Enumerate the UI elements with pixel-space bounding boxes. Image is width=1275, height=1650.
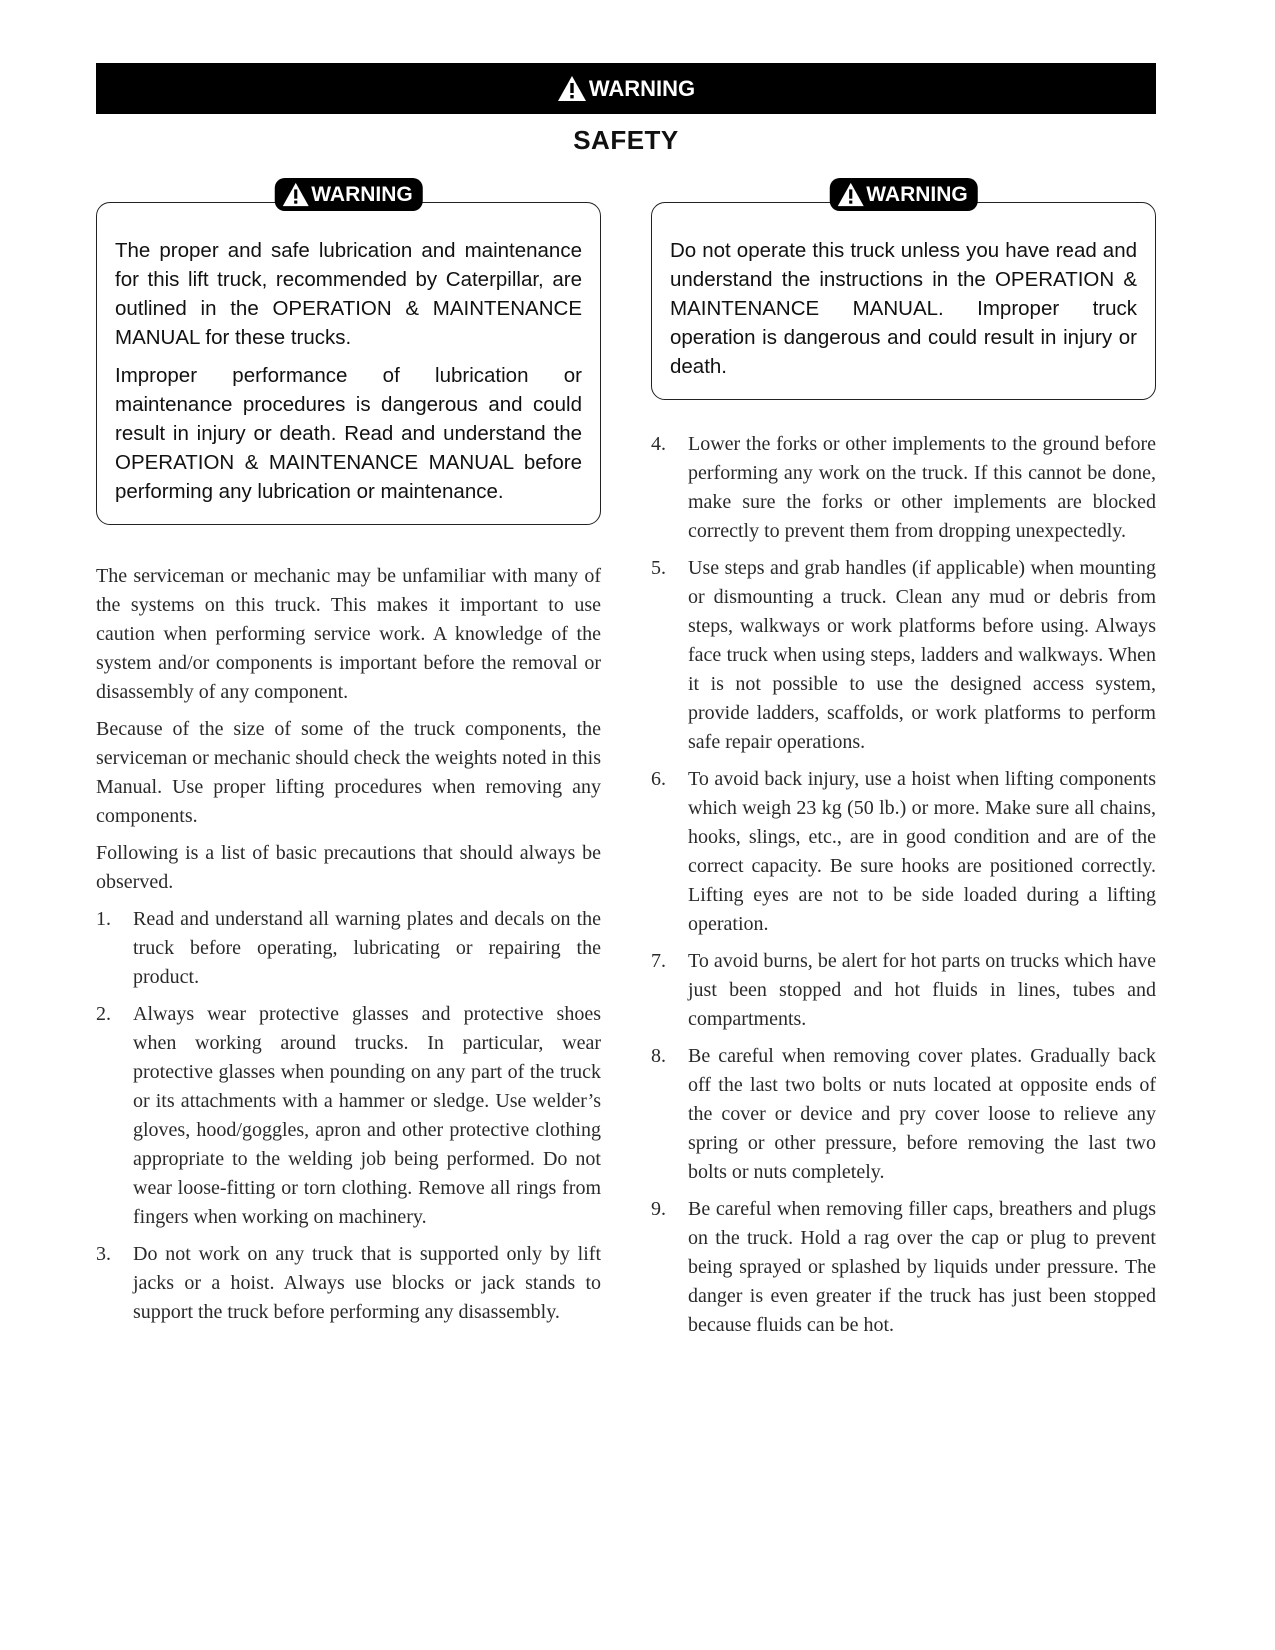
intro-paragraph: Because of the size of some of the truck components, the serviceman or mechanic should check the weights noted in this Manual. Use proper lifting procedures when removing any components. — [96, 718, 601, 827]
precaution-item — [96, 905, 601, 992]
precaution-item — [651, 554, 1156, 757]
precaution-number: 8. — [651, 1045, 666, 1067]
precaution-number: 1. — [96, 908, 111, 930]
intro-paragraph: Following is a list of basic precautions that should always be observed. — [96, 842, 601, 893]
precaution-item — [651, 947, 1156, 1034]
precaution-list-left — [96, 905, 601, 1327]
precaution-text: To avoid burns, be alert for hot parts on trucks which have just been stopped and hot fluids in lines, tubes and compartments. — [688, 950, 1156, 1030]
precaution-item — [96, 1000, 601, 1232]
right-warning-badge — [829, 178, 978, 211]
precaution-number: 9. — [651, 1198, 666, 1220]
precaution-list-right — [651, 430, 1156, 1340]
precaution-text: Lower the forks or other implements to the ground before performing any work on the truck. If this cannot be done, make sure the forks or other implements are blocked correctly to prevent them from dropping unexpectedly. — [688, 433, 1156, 542]
intro-paragraph: The serviceman or mechanic may be unfamiliar with many of the systems on this truck. This makes it important to use caution when performing service work. A knowledge of the system and/or components is important before the removal or disassembly of any component. — [96, 565, 601, 703]
precaution-text: Do not work on any truck that is supported only by lift jacks or a hoist. Always use blocks or jack stands to support the truck before performing any disassembly. — [133, 1243, 601, 1323]
left-column — [96, 180, 601, 1335]
precaution-text: Always wear protective glasses and protective shoes when working around trucks. In particular, wear protective glasses when pounding on any part of the truck or its attachments with a hammer or sledge. Use welder’s gloves, hood/goggles, apron and other protective clothing appropriate to the welding job being performed. Do not wear loose-fitting or torn clothing. Remove all rings from fingers when working on machinery. — [133, 1003, 601, 1228]
right-warning-badge-label: WARNING — [866, 182, 968, 206]
precaution-item — [96, 1240, 601, 1327]
warning-triangle-icon — [836, 182, 864, 207]
page-title: SAFETY — [573, 125, 679, 155]
left-warning-badge — [274, 178, 423, 211]
precaution-item — [651, 1195, 1156, 1340]
precaution-text: To avoid back injury, use a hoist when lifting components which weigh 23 kg (50 lb.) or more. Make sure all chains, hooks, slings, etc., are in good condition and are of the correct capacity. Be sure hooks are positioned correctly. Lifting eyes are not to be side loaded during a lifting operation. — [688, 768, 1156, 935]
precaution-number: 4. — [651, 433, 666, 455]
precaution-number: 7. — [651, 950, 666, 972]
right-column — [651, 180, 1156, 1348]
warning-header-bar — [96, 63, 1156, 114]
left-warning-paragraph: Improper performance of lubrication or maintenance procedures is dangerous and could result in injury or death. Read and understand the OPERATION & MAINTENANCE MANUAL before performing any lubrication or maintenance. — [115, 364, 582, 503]
precaution-number: 5. — [651, 557, 666, 579]
precaution-number: 2. — [96, 1003, 111, 1025]
precaution-number: 3. — [96, 1243, 111, 1265]
precaution-text: Read and understand all warning plates and decals on the truck before operating, lubricating or repairing the product. — [133, 908, 601, 988]
warning-triangle-icon — [557, 75, 587, 102]
precaution-item — [651, 430, 1156, 546]
precaution-number: 6. — [651, 768, 666, 790]
precaution-text: Be careful when removing filler caps, breathers and plugs on the truck. Hold a rag over the cap or plug to prevent being sprayed or splashed by liquids under pressure. The danger is even greater if the truck has just been stopped because fluids can be hot. — [688, 1198, 1156, 1336]
left-warning-paragraph: The proper and safe lubrication and maintenance for this lift truck, recommended by Caterpillar, are outlined in the OPERATION & MAINTENANCE MANUAL for these trucks. — [115, 239, 582, 349]
left-warning-box — [96, 182, 601, 525]
right-warning-paragraph: Do not operate this truck unless you have read and understand the instructions in the OPERATION & MAINTENANCE MANUAL. Improper truck operation is dangerous and could result in injury or death. — [670, 239, 1137, 378]
precaution-text: Be careful when removing cover plates. Gradually back off the last two bolts or nuts located at opposite ends of the cover or device and pry cover loose to relieve any spring or other pressure, before removing the last two bolts or nuts completely. — [688, 1045, 1156, 1183]
warning-triangle-icon — [281, 182, 309, 207]
precaution-item — [651, 1042, 1156, 1187]
precaution-item — [651, 765, 1156, 939]
left-warning-badge-label: WARNING — [311, 182, 413, 206]
precaution-text: Use steps and grab handles (if applicable) when mounting or dismounting a truck. Clean any mud or debris from steps, walkways or work platforms before using. Always face truck when using steps, ladders and walkways. When it is not possible to use the designed access system, provide ladders, scaffolds, or work platforms to perform safe repair operations. — [688, 557, 1156, 753]
warning-header-label: WARNING — [588, 75, 696, 101]
right-warning-box — [651, 182, 1156, 400]
